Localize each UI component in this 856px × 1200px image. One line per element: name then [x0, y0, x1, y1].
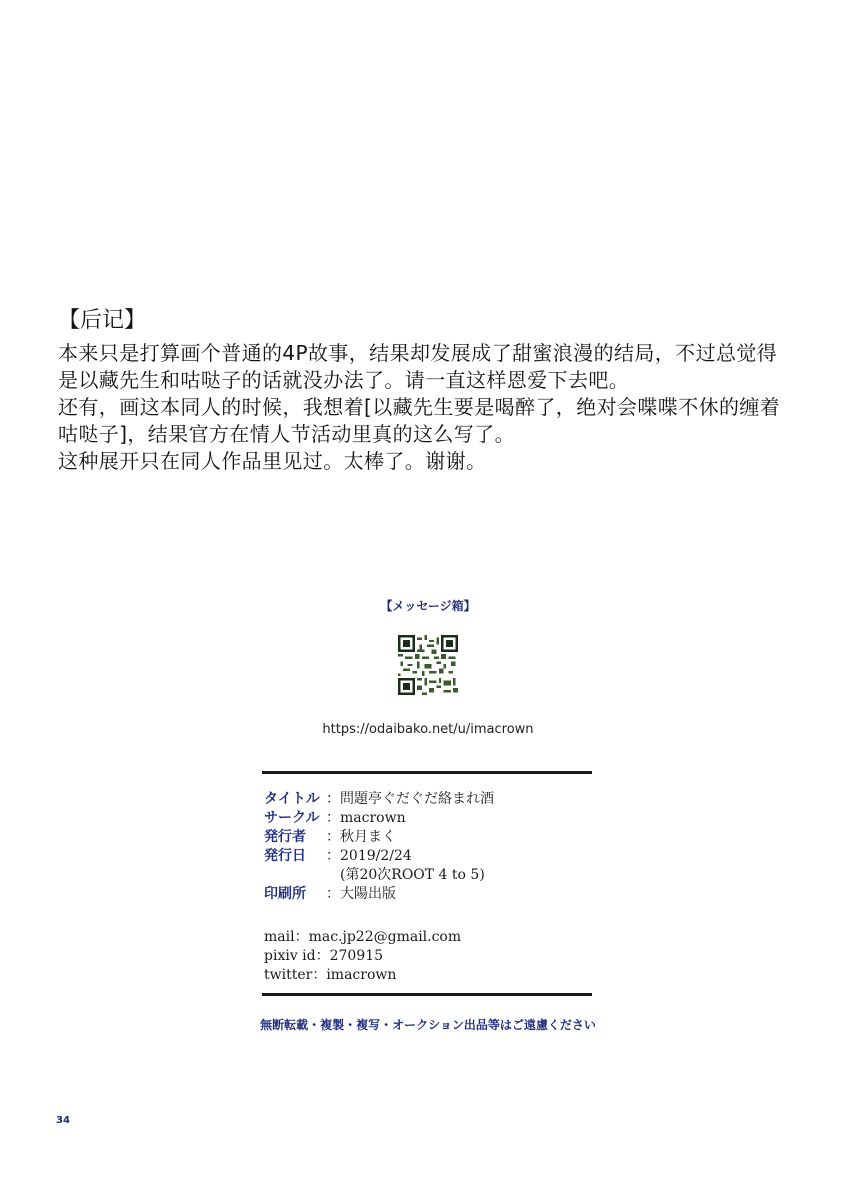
- afterword-line-1: 本来只是打算画个普通的4P故事，结果却发展成了甜蜜浪漫的结局，不过总觉得: [58, 341, 778, 365]
- colophon-printer-row: [264, 885, 594, 904]
- colophon-publisher-row: [264, 828, 594, 847]
- colophon-circle-row: [264, 809, 594, 828]
- colophon-circle-separator: ：: [326, 810, 340, 826]
- afterword-line-5: 这种展开只在同人作品里见过。太棒了。谢谢。: [58, 449, 487, 473]
- colophon-title-key: タイトル: [264, 791, 320, 807]
- colophon-title-row: [264, 790, 594, 809]
- colophon-printer-value: 大陽出版: [340, 886, 396, 902]
- colophon-publisher-separator: ：: [326, 829, 340, 845]
- colophon-printer-separator: ：: [326, 886, 340, 902]
- colophon-divider-top: [262, 771, 592, 774]
- qr-code-icon[interactable]: [398, 635, 458, 695]
- colophon-title-separator: ：: [326, 791, 340, 807]
- colophon-date-value: 2019/2/24: [340, 848, 412, 864]
- page-number: 34: [56, 1115, 70, 1126]
- colophon: [264, 790, 594, 904]
- colophon-date-note-row: [264, 866, 594, 885]
- colophon-date-separator: ：: [326, 848, 340, 864]
- reprint-notice: 無断転載・複製・複写・オークション出品等はご遠慮ください: [260, 1018, 596, 1032]
- colophon-date-note: (第20次ROOT 4 to 5): [340, 867, 485, 883]
- colophon-title-value: 問題亭ぐだぐだ絡まれ酒: [340, 791, 494, 807]
- contact-mail: mail：mac.jp22@gmail.com: [264, 929, 462, 945]
- colophon-publisher-key: 発行者: [264, 829, 306, 845]
- colophon-date-note-indent: [326, 866, 340, 885]
- afterword-heading: 【后记】: [58, 308, 147, 333]
- afterword-line-2: 是以藏先生和咕哒子的话就没办法了。请一直这样恩爱下去吧。: [58, 368, 630, 392]
- colophon-date-row: [264, 847, 594, 866]
- colophon-date-key: 発行日: [264, 848, 306, 864]
- colophon-circle-value: macrown: [340, 810, 406, 826]
- contact-info: [264, 928, 461, 985]
- contact-twitter: twitter：imacrown: [264, 967, 397, 983]
- afterword-line-4: 咕哒子]，结果官方在情人节活动里真的这么写了。: [58, 422, 516, 446]
- afterword-line-3: 还有，画这本同人的时候，我想着[以藏先生要是喝醉了，绝对会喋喋不休的缠着: [58, 395, 781, 419]
- afterword-section: [58, 306, 828, 475]
- message-box-label: 【メッセージ箱】: [380, 599, 476, 613]
- contact-pixiv: pixiv id：270915: [264, 948, 384, 964]
- colophon-publisher-value: 秋月まく: [340, 829, 396, 845]
- colophon-printer-key: 印刷所: [264, 886, 306, 902]
- colophon-divider-bottom: [262, 993, 592, 996]
- message-box-url[interactable]: https://odaibako.net/u/imacrown: [322, 722, 534, 737]
- colophon-circle-key: サークル: [264, 810, 320, 826]
